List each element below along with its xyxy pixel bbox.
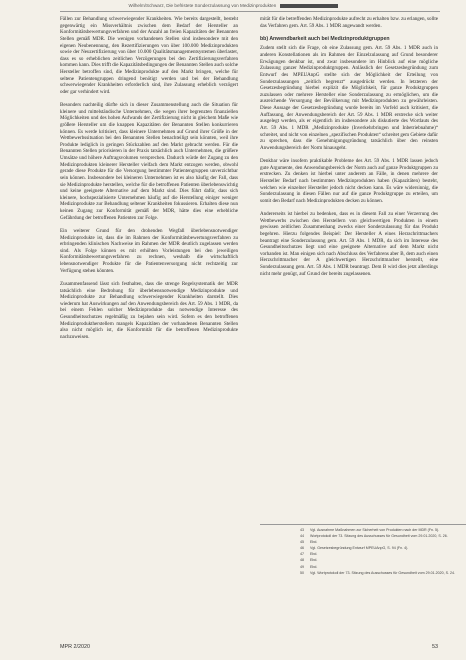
paragraph: Zudem stellt sich die Frage, ob eine Zulassung gem. Art. 59 Abs. 1 MDR auch in anderen Konstellationen als im Rahmen der Einzelzulassung auf Grund besonderer Erwägungen denkbar ist, und zwar insbesondere im Hinblick auf eine mögliche Zulassung ganzer Medizinproduktgruppen. Anlässlich der Gesetzesbegründung zum Entwurf des MPEUAnpG stellte sich der Möglichkeit der Erteilung von Sonderzulassungen „zeitlich begrenzt“ ausgedrückt werden. In letzteren der Gesetzesbegründung hierbei explizit die Möglichkeit, für ganze Produktgruppen zuzulassen oder mehrere Hersteller eine Sonderzulassung zu ermöglichen, um die ausreichende Versorgung der Bevölkerung mit Medizinprodukten zu gewährleisten. Diese Aussage der Gesetzesbegründung wurde bereits im Vorfeld auch kritisiert, die Auffassung, der Anwendungsbereich der Art. 59 Abs. 1 MDR erstrecke sich weiter ausgelegt werden, als er eigentlich im insbesondere als diskutierte des Wortlauts des Art. 59 Abs. 1 MDR „Medizinprodukte (Inverkehrbringen und Inbetriebnahme)“ schreitet, und nicht von einzelnen „spezifischen Produkten“ schreitet gem Gebiete dafür zu sprechen, dass die Genehmigungsgründung tatsächlich über den reinsten Anwendungsbereich der Norm hinausgeht. [260,45,438,151]
footnote-text: Ebd. [310,564,318,569]
journal-issue: MPR 2/2020 [60,644,90,650]
paragraph: mität für die betreffenden Medizinprodukte aufrecht zu erhalten bzw. zu erlangen, sollte das Verfahren gem. Art. 59 Abs. 1 MDR angewandt werden. [260,16,438,29]
paragraph: Besonders nachteilig dürfte sich in dieser Zusammenstellung auch die Situation für kleinere und mittelständische Unternehmen, die wegen ihrer begrenzten finanziellen Möglichkeiten und des hohen Aufwands der Zertifizierung nicht in gleichem Maße wie größere Hersteller um die knappen Kapazitäten der Benannten Stellen konkurrieren können. Es werde kritisiert, dass kleinere Unternehmen auf Grund ihrer Größe in der Wettbewerbssituation bei den Benannten Stellen benachteiligt sein könnten, weil ihre Produkte lediglich in geringen Stückzahlen auf den Markt gebracht werden. Für die Benannten Stellen priorisieren in der Praxis tatsächlich auch Unternehmen, die größere Umsätze und höhere Auftragsvolumen versprechen. Dadurch würde der Zugang zu den Medizinprodukten kleinerer Hersteller vielfach dem Markt entzogen werden, obwohl gerade diese Produkte für die Versorgung bestimmter Patientengruppen unverzichtbar sein können. Insbesondere bei kleineren Unternehmen ist es also häufig der Fall, dass sie Medizinprodukte herstellen, welche für die betroffenen Patienten überlebenswichtig und keine geeignete Alternative auf dem Markt sind. Dies führt dafür, dass sich kleinere, hochspezialisierte Unternehmen häufig auf die Herstellung einiger weniger Medizinprodukte zur Behandlung seltener Krankheiten fokussieren. Erhalten diese nun keinen Zugang zur Konformität gemäß der MDR, hätte dies eine erhebliche Gefährdung der betroffenen Patienten zur Folge. [60,102,238,221]
footnote-text: Vgl. Ausnahme Maßnahmen zur Sicherheit von Produkten nach der MDR (Fn. 5). [310,528,440,532]
footnote-text: Vgl. Wortprotokoll der 73. Sitzung des Ausschusses für Gesundheit vom 29.01.2020, S. 24. [310,570,455,575]
page-number: 53 [432,644,438,650]
footnote-number: 48 [300,558,304,563]
footnote-number: 43 [300,528,304,532]
right-column [260,16,438,518]
left-column [60,16,238,642]
footnote-text: Vgl. Gesetzesbegründung Entwurf MPEUAnpG, S. 94 (Fn. 4). [310,546,409,551]
paragraph: Fällen zur Behandlung schwerwiegender Krankheiten. Wie bereits dargestellt, besteht gegenwärtig ein Missverhältnis zwischen dem Bedarf der Hersteller an Konformitätsbewertungsverfahren und der Anzahl an freien Kapazitäten der Benannten Stellen gemäß MDR. Die wenigen vorhandenen Stellen sind insbesondere mit den eigenen Neubenennung, den Rezertifizierungen von über 100.000 Medizinprodukten sowie der Neuzertifizierung von über 10.000 Qualitätsmanagementsystemen überlastet, dass es so erheblichen zeitlichen Verzögerungen bei den Zertifizierungsverfahren kommen kann. Dies trifft die Kapazitätsbedingungen der Benannten Stellen auch solche Hersteller betroffen sind, die Medizinprodukte auf den Markt bringen, welche für seltene Patientengruppen dringend benötigt werden und bei der Behandlung schwerwiegender Krankheiten erforderlich sind, ihre Zulassung erheblich verzögert oder gar verhindert wird. [60,16,238,95]
footnote-number: 47 [300,552,304,557]
footnote [300,533,466,539]
footnote-number: 46 [300,546,304,551]
footnote-text: Wortprotokoll der 73. Sitzung des Ausschusses für Gesundheit vom 29.01.2020, S. 26. [310,534,448,539]
footnote-number: 44 [300,534,304,539]
footnote-number: 49 [300,564,304,569]
paragraph: Ein weiterer Grund für den drohenden Wegfall überlebensnotwendiger Medizinprodukte ist, dass die im Rahmen der Konformitätsbewertungsverfahren zu erbringenden klinischen Nachweise im Rahmen der MDR deutlich zugelassen werden sind. Als Folge können es mit erhöhten Vorleistungen bei den jeweiligen Konformitätsbewertungsverfahren zu rechnen, weshalb die wirtschaftlich lebensnotwendiger Produkte für die Patientenversorgung nicht rechtzeitig zur Verfügung stehen könnten. [60,227,238,274]
footnote-text: Ebd. [310,552,318,557]
footnote [300,570,466,576]
footnote-text: Ebd. [310,558,318,563]
running-head-bar [280,4,338,8]
section-heading: bb) Anwendbarkeit auch bei Medizinproduktgruppen [260,35,390,42]
paragraph: Andererseits ist hierbei zu bedenken, dass es in diesem Fall zu einer Verzerrung des Wettbewerbs zwischen den Herstellern von gleichwertigen Produkten in einem gewissen zeitlichen Zusammenhang zwecks einer Sonderzulassung für das Produkt begehren. Hierzu folgendes Beispiel: Der Hersteller A eines Herzschrittmachers beantragt eine Sonderzulassung gem. Art. 59 Abs. 1 MDR, da sich im Interesse des Gesundheitsschutzes liegt und eine geeignete Alternative auf dem Markt nicht vorhanden ist. Man einigen sich nach Abschluss des Verfahrens aber B, dem auch einen Herzschrittmacher der A gleichwertigen Herzschrittmacher herstellt, eine Sonderzulassung gem. Art. 59 Abs. 1 MDR beantragt. Dem B wird dies jetzt allerdings nicht mehr genügt, auf Grund der bereits zugelassenen. [260,211,438,277]
header-rule [60,11,440,12]
running-title: Wilhelm/Schwarz, Die befristete Sonderzulassung von Medizinprodukten [128,3,277,8]
footnote-number: 45 [300,540,304,545]
footnote-number: 50 [300,570,304,575]
footnotes [260,524,466,576]
paragraph: Denkbar wäre insofern praktikable Probleme des Art. 59 Abs. 1 MDR lassen jedoch gute Argumente, den Anwendungsbereich der Norm auch auf ganze Produktgruppen zu erstrecken. Zu denken ist hierbei unter anderem an Fälle, in denen mehrere der Hersteller Bedarf nach bestimmten Medizinprodukten haben (Kapazitäten) besteht, welchen wie einzelner Hersteller jedoch nicht decken kann. Es wäre widersinnig, die Sonderzulassung in diesen Fällen nur auf die ganze Produktgruppe zu erteilen, um somit den Bedarf nach Medizinprodukten decken zu können. [260,158,438,204]
paragraph: Zusammenfassend lässt sich festhalten, dass die strenge Regelsystematik der MDR tatsächlich eine Bedrohung für überlebensnotwendige Medizinprodukte und Medizinprodukte zur Behandlung schwerwiegender Krankheiten darstellt. Dies wiederum hat Auswirkungen auf den Anwendungsbereich des Art. 59 Abs. 1 MDR, da bei einem Fehlen solcher Medizinprodukte das notwendige Interesse des Gesundheitsschutzes regelmäßig zu bejahen sein wird. Sofern es den betroffenen Medizinproduktherstellern mangels Kapazitäten der vorhandenen Benannten Stellen also nicht möglich ist, die Konformität für die betroffenen Medizinprodukte nachzuweisen. [60,280,238,340]
running-head [0,3,466,8]
footnote-text: Ebd. [310,540,318,545]
